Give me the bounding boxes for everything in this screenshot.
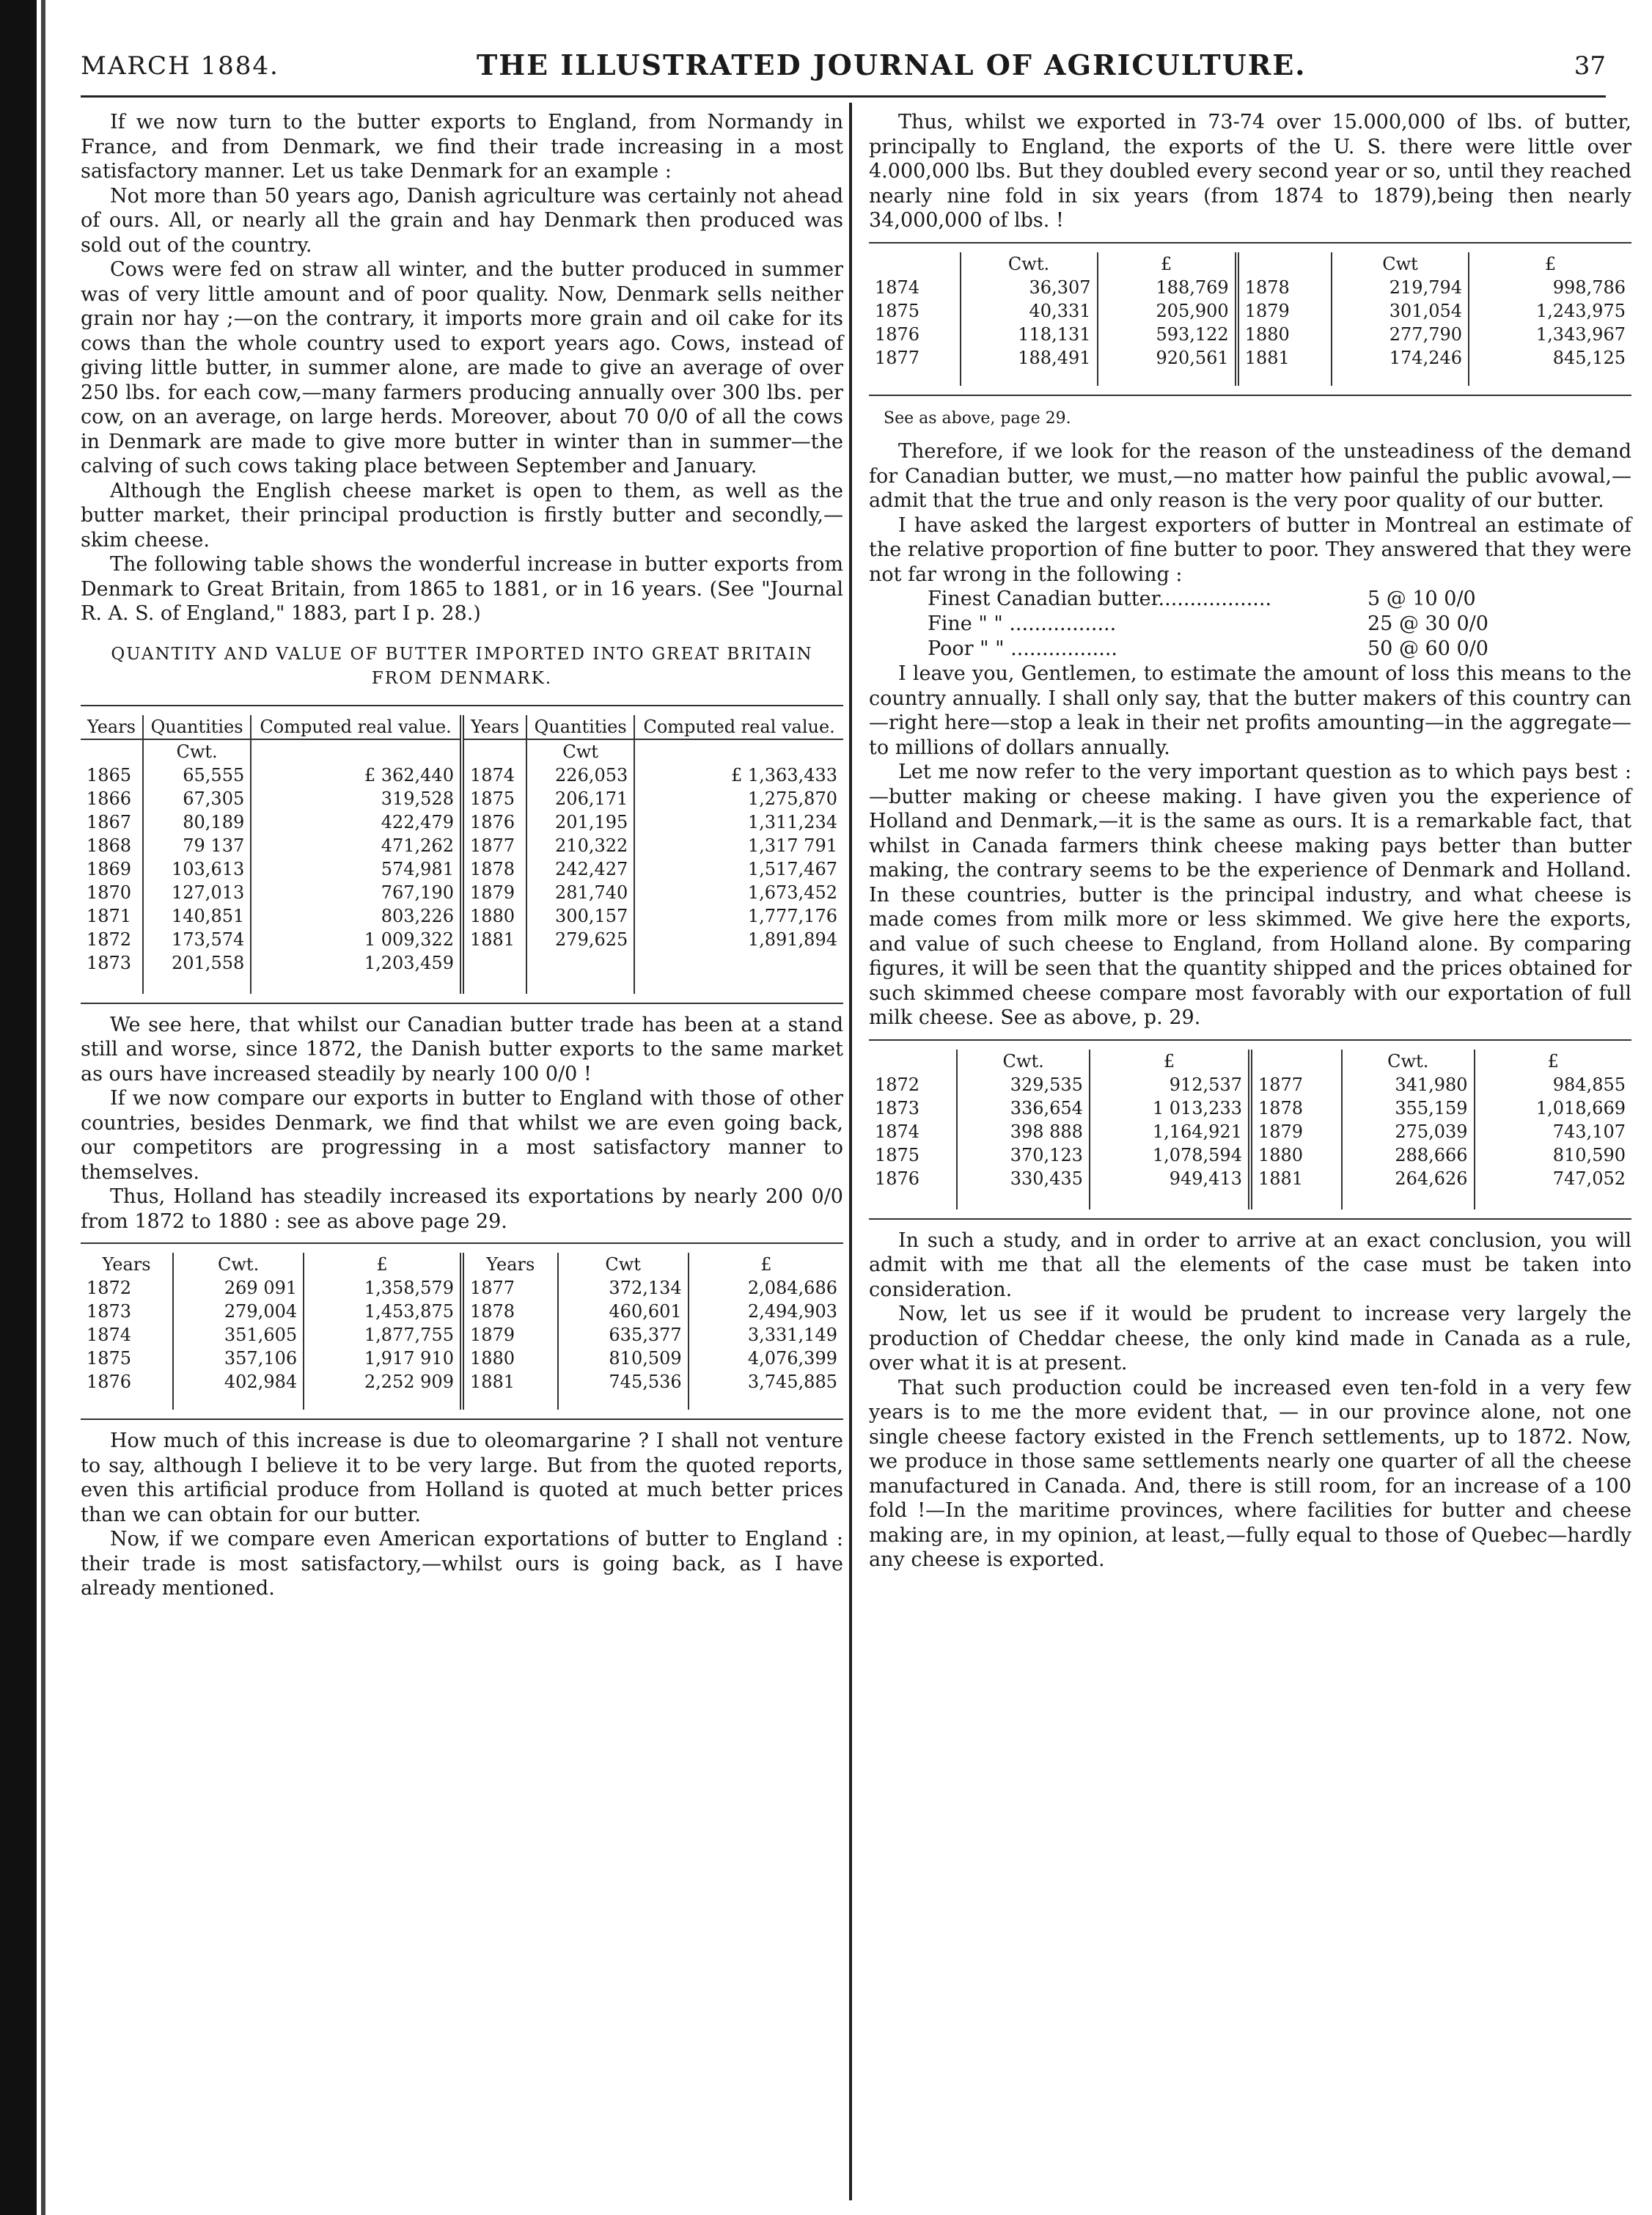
table-cell: 845,125 (1469, 346, 1631, 370)
table-header (869, 1050, 957, 1073)
table-cell: 79 137 (143, 834, 251, 857)
table-cell: 1866 (87, 788, 132, 809)
table-row (81, 1347, 843, 1370)
paragraph: Not more than 50 years ago, Danish agriculture was certainly not ahead of ours. All, or nearly all the grain and hay Denmark then produced was sold out of the country. (81, 184, 843, 257)
table-cell: 1,275,870 (634, 787, 843, 810)
paragraph: Although the English cheese market is open to them, as well as the butter market, their principal production is firstly butter and secondly,—skim cheese. (81, 479, 843, 552)
table-cell: 65,555 (143, 764, 251, 787)
table-cell: 1869 (87, 858, 132, 879)
table-cell: 2,252 909 (304, 1370, 462, 1394)
table-cell: £ 362,440 (251, 764, 462, 787)
table-cell: 1,673,452 (634, 881, 843, 904)
table-header: £ (1469, 252, 1631, 276)
table-row (81, 810, 843, 834)
table-cell: 1880 (1237, 323, 1332, 346)
table-cell: 1881 (1250, 1167, 1342, 1190)
table-cell: 174,246 (1332, 346, 1469, 370)
table-cell: 1,164,921 (1090, 1120, 1250, 1143)
table-cell: 1881 (462, 1370, 558, 1394)
table-row (869, 1073, 1631, 1096)
table-row (81, 951, 843, 975)
table-header: Computed real value. (251, 715, 462, 739)
table-cell: 1,917 910 (304, 1347, 462, 1370)
right-column (869, 110, 1631, 1573)
table-row (81, 1323, 843, 1347)
table-cell: 279,625 (526, 928, 634, 951)
paragraph: Let me now refer to the very important question as to which pays best :—butter making or cheese making. I have given you the experience of Holland and Denmark,—it is the same as ours. It is a remarkable fact, that whilst in Canada farmers think cheese making pays better than butter making, the contrary seems to be the experience of Denmark and Holland. In these countries, butter is the principal industry, and what cheese is made comes from milk more or less skimmed. We give here the exports, and value of such cheese to England, from Holland alone. By comparing figures, it will be seen that the quantity shipped and the prices obtained for such skimmed cheese compare most favorably with our exportation of full milk cheese. See as above, p. 29. (869, 761, 1631, 1029)
table-header: £ (304, 1253, 462, 1276)
table-cell: 1878 (462, 857, 526, 881)
table-cell: 1877 (875, 347, 920, 368)
table-cell: 1879 (1250, 1120, 1342, 1143)
estimate-label: Finest Canadian butter.................. (928, 587, 1272, 610)
table-cell: 188,491 (961, 346, 1098, 370)
table-cell: 1874 (462, 764, 526, 787)
header-date: MARCH 1884. (81, 51, 279, 81)
table-cell: 1876 (875, 323, 920, 345)
table-cell: 269 091 (173, 1276, 304, 1300)
table-cell: 912,537 (1090, 1073, 1250, 1096)
table-cell: 103,613 (143, 857, 251, 881)
table-cell: 1876 (87, 1372, 132, 1392)
denmark-butter-table (81, 715, 843, 994)
table-cell: 743,107 (1475, 1120, 1631, 1143)
table-cell: 767,190 (251, 881, 462, 904)
table-cell: 1872 (87, 929, 132, 950)
table-cell: 226,053 (526, 764, 634, 787)
holland-butter-table (81, 1253, 843, 1410)
table-cell: 206,171 (526, 787, 634, 810)
table-cell: 1876 (462, 810, 526, 834)
table-cell: 1880 (462, 1347, 558, 1370)
table-cell: 127,013 (143, 881, 251, 904)
table-cell: 188,769 (1098, 276, 1237, 299)
table-row (869, 346, 1631, 370)
table-cell: 1,453,875 (304, 1300, 462, 1323)
table-cell: 1874 (87, 1325, 132, 1345)
table-cell: 1878 (1237, 276, 1332, 299)
paragraph: In such a study, and in order to arrive at an exact conclusion, you will admit with me that all the elements of the case must be taken into consideration. (869, 1229, 1631, 1301)
paragraph: Thus, whilst we exported in 73-74 over 15.000,000 of lbs. of butter, principally to England, the exports of the U. S. there were little over 4.000,000 lbs. But they doubled every second year or so, until they reached nearly nine fold in six years (from 1874 to 1879),being then nearly 34,000,000 of lbs. ! (869, 111, 1631, 232)
table-row (81, 787, 843, 810)
table-cell: 1874 (875, 277, 920, 298)
paragraph: The following table shows the wonderful increase in butter exports from Denmark to Great Britain, from 1865 to 1881, or in 16 years. (See "Journal R. A. S. of England," 1883, part I p. 28.) (81, 553, 843, 625)
paragraph: Now, let us see if it would be prudent to increase very largely the production of Cheddar cheese, the only kind made in Canada as a rule, over what it is at present. (869, 1303, 1631, 1374)
table-header: Years (462, 715, 526, 739)
table-row (869, 1167, 1631, 1190)
table-cell: 1878 (1250, 1096, 1342, 1120)
table-cell: 336,654 (957, 1096, 1090, 1120)
table-cell: 351,605 (173, 1323, 304, 1347)
table-cell: 920,561 (1098, 346, 1237, 370)
table-cell: 1872 (87, 1278, 132, 1298)
table-header: Cwt (558, 1253, 689, 1276)
table-header (1237, 252, 1332, 276)
table-cell: 329,535 (957, 1073, 1090, 1096)
table-cell: 210,322 (526, 834, 634, 857)
paragraph: We see here, that whilst our Canadian butter trade has been at a stand still and worse, since 1872, the Danish butter exports to the same market as ours have increased steadily by nearly 100 0/0 ! (81, 1013, 843, 1085)
table-cell: 1879 (1237, 299, 1332, 323)
table-cell: 36,307 (961, 276, 1098, 299)
table-cell: 998,786 (1469, 276, 1631, 299)
table-cell: 745,536 (558, 1370, 689, 1394)
table-cell: 1879 (462, 1323, 558, 1347)
table-cell: 3,331,149 (689, 1323, 843, 1347)
table-header: £ (1098, 252, 1237, 276)
table-header: £ (1090, 1050, 1250, 1073)
table-row (869, 1096, 1631, 1120)
paragraph: If we now compare our exports in butter to England with those of other countries, besides Denmark, we find that whilst we are even going back, our competitors are progressing in a most satisfactory manner to themselves. (81, 1087, 843, 1184)
table-unit: Cwt (526, 739, 634, 764)
table-cell: 1879 (462, 881, 526, 904)
table-header: Cwt (1332, 252, 1469, 276)
table-header: Years (462, 1253, 558, 1276)
table-cell: 370,123 (957, 1143, 1090, 1167)
table-cell: 402,984 (173, 1370, 304, 1394)
table-cell: 984,855 (1475, 1073, 1631, 1096)
table-rule (81, 1418, 843, 1420)
table-cell: 1,517,467 (634, 857, 843, 881)
table-cell: 1870 (87, 882, 132, 903)
table-title: QUANTITY AND VALUE OF BUTTER IMPORTED INTO GREAT BRITAIN FROM DENMARK. (111, 644, 813, 688)
us-butter-table (869, 252, 1631, 386)
table-cell: 747,052 (1475, 1167, 1631, 1190)
table-cell: 398 888 (957, 1120, 1090, 1143)
table-cell: 3,745,885 (689, 1370, 843, 1394)
table-rule (869, 1218, 1631, 1220)
table-cell: 810,509 (558, 1347, 689, 1370)
table-row (81, 834, 843, 857)
table-cell: 471,262 (251, 834, 462, 857)
table-cell: 1878 (462, 1300, 558, 1323)
table-row (81, 904, 843, 928)
table-cell: 1875 (875, 1144, 920, 1165)
table-header: Quantities (143, 715, 251, 739)
table-cell: 330,435 (957, 1167, 1090, 1190)
table-row (81, 857, 843, 881)
table-row (81, 928, 843, 951)
table-cell: 357,106 (173, 1347, 304, 1370)
estimate-row (928, 637, 1631, 662)
table-cell: 1875 (87, 1348, 132, 1369)
binding-edge (0, 0, 37, 2215)
table-cell: 1,891,894 (634, 928, 843, 951)
paragraph: Thus, Holland has steadily increased its exportations by nearly 200 0/0 from 1872 to 1880 : see as above page 29. (81, 1185, 843, 1233)
estimate-row (928, 612, 1631, 637)
page-number: 37 (1574, 51, 1606, 81)
table-cell: 264,626 (1342, 1167, 1475, 1190)
table-header: Cwt. (957, 1050, 1090, 1073)
table-cell: 301,054 (1332, 299, 1469, 323)
table-cell: 201,558 (143, 951, 251, 975)
table-row (81, 1276, 843, 1300)
estimate-value: 25 @ 30 0/0 (1368, 612, 1488, 635)
table-rule (869, 242, 1631, 244)
table-cell: 1874 (875, 1121, 920, 1142)
table-cell: 1877 (1250, 1073, 1342, 1096)
table-row (869, 299, 1631, 323)
table-cell: 341,980 (1342, 1073, 1475, 1096)
table-cell: 300,157 (526, 904, 634, 928)
table-cell: 1873 (875, 1097, 920, 1119)
table-rule (81, 1003, 843, 1004)
table-cell: 40,331 (961, 299, 1098, 323)
table-cell: 2,494,903 (689, 1300, 843, 1323)
estimate-label: Fine " " ................. (928, 612, 1117, 635)
table-cell: 355,159 (1342, 1096, 1475, 1120)
table-cell: 319,528 (251, 787, 462, 810)
table-cell: 1877 (462, 1276, 558, 1300)
paragraph: I leave you, Gentlemen, to estimate the amount of loss this means to the country annually. I shall only say, that the butter makers of this country can—right here—stop a leak in their net profits amounting—in the aggregate—to millions of dollars annually. (869, 662, 1631, 759)
table-cell: 593,122 (1098, 323, 1237, 346)
table-row (81, 764, 843, 787)
table-cell: 1,203,459 (251, 951, 462, 975)
table-header: Cwt. (1342, 1050, 1475, 1073)
table-cell: 288,666 (1342, 1143, 1475, 1167)
paragraph: Therefore, if we look for the reason of the unsteadiness of the demand for Canadian butter, we must,—no matter how painful the public avowal,—admit that the true and only reason is the very poor quality of our butter. (869, 440, 1631, 512)
table-cell: 140,851 (143, 904, 251, 928)
table-cell: 1873 (87, 952, 132, 973)
table-row (869, 276, 1631, 299)
paragraph: Cows were fed on straw all winter, and the butter produced in summer was of very little amount and of poor quality. Now, Denmark sells neither grain nor hay ;—on the contrary, it imports more grain and oil cake for its cows than the whole country used to export years ago. Cows, instead of giving little butter, in summer alone, are made to give an average of over 250 lbs. for each cow,—many farmers producing annually over 300 lbs. per cow, on an average, on large herds. Moreover, about 70 0/0 of all the cows in Denmark are made to give more butter in winter than in summer—the calving of such cows taking place between September and January. (81, 258, 843, 477)
paragraph: If we now turn to the butter exports to England, from Normandy in France, and from Denmark, we find their trade increasing in a most satisfactory manner. Let us take Denmark for an example : (81, 111, 843, 183)
estimate-value: 5 @ 10 0/0 (1368, 587, 1476, 610)
table-cell: 422,479 (251, 810, 462, 834)
table-cell: 219,794 (1332, 276, 1469, 299)
table-cell: 1871 (87, 905, 132, 926)
page-header (81, 44, 1606, 88)
table-cell: 275,039 (1342, 1120, 1475, 1143)
holland-cheese-table (869, 1050, 1631, 1209)
table-rule (81, 705, 843, 706)
table-cell: 372,134 (558, 1276, 689, 1300)
table-header (1250, 1050, 1342, 1073)
table-cell: 1875 (875, 300, 920, 321)
paragraph: That such production could be increased even ten-fold in a very few years is to me the more evident that, — in our province alone, not one single cheese factory existed in the French settlements, up to 1872. Now, we produce in those same settlements nearly one quarter of all the cheese manufactured in Canada. And, there is still room, for an increase of a 100 fold !—In the maritime provinces, where facilities for butter and cheese making are, in my opinion, at least,—fully equal to those of Quebec—hardly any cheese is exported. (869, 1376, 1631, 1571)
estimate-label: Poor " " ................. (928, 637, 1117, 660)
table-cell: 1875 (462, 787, 526, 810)
table-cell: 1865 (87, 764, 132, 786)
table-header: Years (102, 1254, 151, 1275)
table-cell: 1881 (1237, 346, 1332, 370)
table-cell: 803,226 (251, 904, 462, 928)
table-header: Computed real value. (634, 715, 843, 739)
table-unit: Cwt. (143, 739, 251, 764)
table-header: £ (689, 1253, 843, 1276)
table-cell: 460,601 (558, 1300, 689, 1323)
table-cell: 1 013,233 (1090, 1096, 1250, 1120)
table-cell: 201,195 (526, 810, 634, 834)
table-cell: 1,243,975 (1469, 299, 1631, 323)
table-rule (81, 1242, 843, 1244)
table-rule (869, 1039, 1631, 1041)
header-rule (81, 95, 1606, 98)
table-cell: 1,358,579 (304, 1276, 462, 1300)
table-row (81, 1300, 843, 1323)
table-cell: 1880 (1250, 1143, 1342, 1167)
table-row (81, 881, 843, 904)
table-cell: 1,877,755 (304, 1323, 462, 1347)
table-cell: 810,590 (1475, 1143, 1631, 1167)
table-cell: 635,377 (558, 1323, 689, 1347)
table-cell: 1,777,176 (634, 904, 843, 928)
table-cell: 281,740 (526, 881, 634, 904)
journal-title: THE ILLUSTRATED JOURNAL OF AGRICULTURE. (477, 48, 1307, 81)
left-column (81, 110, 843, 1601)
table-header: Cwt. (173, 1253, 304, 1276)
table-cell: 173,574 (143, 928, 251, 951)
table-cell: 1881 (462, 928, 526, 951)
table-cell: 242,427 (526, 857, 634, 881)
table-row (869, 1143, 1631, 1167)
table-header (869, 252, 961, 276)
table-cell: 1,311,234 (634, 810, 843, 834)
binding-edge-line (41, 0, 45, 2215)
table-header: Cwt. (961, 252, 1098, 276)
table-cell: 2,084,686 (689, 1276, 843, 1300)
table-cell: 1873 (87, 1301, 132, 1322)
table-cell: 67,305 (143, 787, 251, 810)
table-cell: 1880 (462, 904, 526, 928)
table-cell: 80,189 (143, 810, 251, 834)
table-header: Years (87, 716, 136, 737)
table-header: Quantities (526, 715, 634, 739)
table-cell: 279,004 (173, 1300, 304, 1323)
table-cell: 1 009,322 (251, 928, 462, 951)
table-cell: 1,018,669 (1475, 1096, 1631, 1120)
butter-quality-estimate (928, 587, 1631, 662)
paragraph: How much of this increase is due to oleomargarine ? I shall not venture to say, although I believe it to be very large. But from the quoted reports, even this artificial produce from Holland is quoted at much better prices than we can obtain for our butter. (81, 1429, 843, 1526)
table-header: £ (1475, 1050, 1631, 1073)
estimate-value: 50 @ 60 0/0 (1368, 637, 1488, 660)
table-row (869, 1120, 1631, 1143)
table-cell: 1872 (875, 1074, 920, 1095)
table-cell: 574,981 (251, 857, 462, 881)
table-cell: 1867 (87, 811, 132, 832)
table-rule (869, 395, 1631, 396)
estimate-row (928, 587, 1631, 612)
table-cell: 118,131 (961, 323, 1098, 346)
table-cell: 277,790 (1332, 323, 1469, 346)
table-note: See as above, page 29. (884, 409, 1071, 428)
table-cell: 1,078,594 (1090, 1143, 1250, 1167)
table-cell: 205,900 (1098, 299, 1237, 323)
paragraph: I have asked the largest exporters of butter in Montreal an estimate of the relative proportion of fine butter to poor. They answered that they were not far wrong in the following : (869, 513, 1631, 586)
table-cell: 1,343,967 (1469, 323, 1631, 346)
table-cell: 1868 (87, 835, 132, 856)
paragraph: Now, if we compare even American exportations of butter to England : their trade is most satisfactory,—whilst ours is going back, as I have already mentioned. (81, 1528, 843, 1600)
table-row (869, 323, 1631, 346)
table-cell: 1876 (875, 1168, 920, 1189)
table-row (81, 1370, 843, 1394)
table-cell: 1877 (462, 834, 526, 857)
column-rule (849, 103, 852, 2200)
table-cell: 1,317 791 (634, 834, 843, 857)
table-cell: 4,076,399 (689, 1347, 843, 1370)
table-cell: £ 1,363,433 (634, 764, 843, 787)
table-cell: 949,413 (1090, 1167, 1250, 1190)
